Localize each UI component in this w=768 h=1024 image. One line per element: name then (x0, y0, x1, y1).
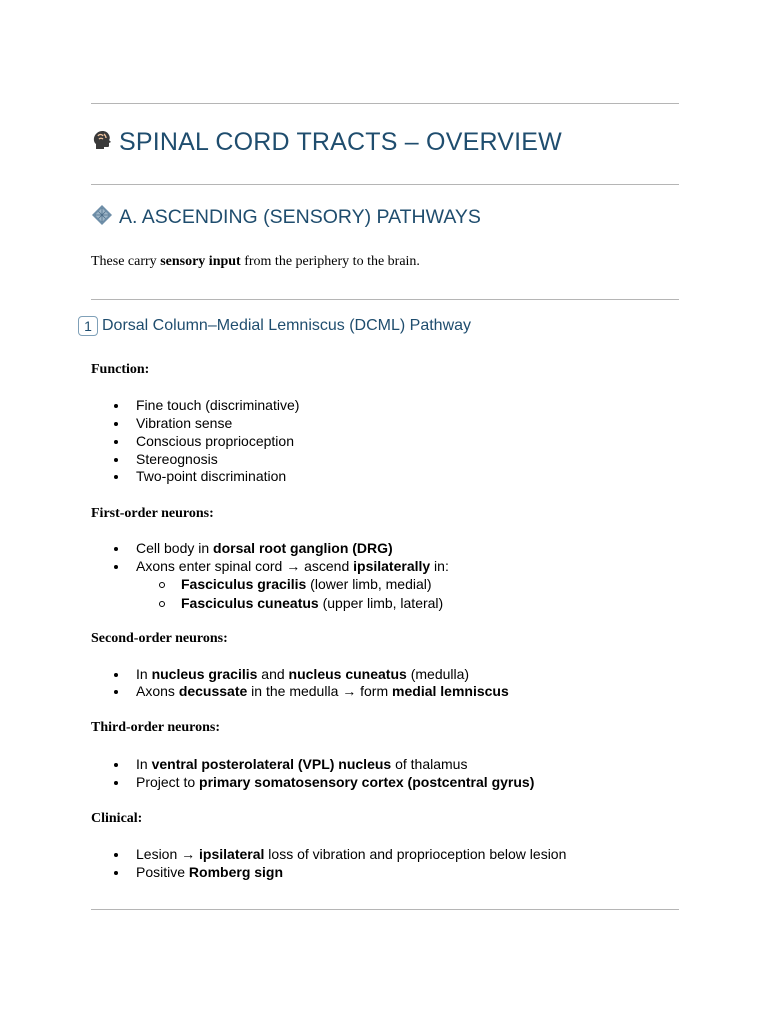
bold-text: primary somatosensory cortex (postcentral gyrus) (199, 774, 535, 790)
text: Lesion → (136, 846, 200, 862)
bottom-rule (91, 909, 679, 910)
third-order-label: Third-order neurons: (91, 720, 220, 735)
bold-text: Fasciculus cuneatus (181, 595, 319, 611)
bold-text: dorsal root ganglion (DRG) (213, 540, 393, 556)
text: Project to (136, 774, 200, 790)
pathway-title: Dorsal Column–Medial Lemniscus (DCML) Pathway (102, 317, 472, 335)
brain-head-icon (91, 129, 113, 158)
bold-text: nucleus gracilis (151, 666, 258, 682)
diamond-icon (91, 204, 113, 232)
pathway-number: 1 (84, 318, 92, 334)
bold-text: ipsilateral (199, 846, 265, 862)
sub-list-item (181, 576, 432, 593)
section-heading-text: A. ASCENDING (SENSORY) PATHWAYS (119, 206, 481, 229)
bold-text: decussate (178, 683, 248, 699)
list-item: Conscious proprioception (136, 433, 294, 449)
text: of thalamus (391, 756, 468, 772)
list-item: Fine touch (discriminative) (136, 397, 300, 413)
intro-text-bold: sensory input (160, 254, 241, 269)
intro-text-post: from the periphery to the brain. (240, 254, 420, 269)
list-item (136, 774, 534, 791)
list-item (136, 666, 469, 683)
bold-text: nucleus cuneatus (288, 666, 407, 682)
list-item (136, 756, 467, 773)
text: in: (430, 558, 449, 574)
list-item (136, 864, 283, 881)
list-item (136, 558, 449, 575)
bold-text: ventral posterolateral (VPL) nucleus (151, 756, 392, 772)
list-item (136, 846, 566, 863)
text: Cell body in (136, 540, 214, 556)
text: (upper limb, lateral) (318, 595, 444, 611)
page-title-text: SPINAL CORD TRACTS – OVERVIEW (119, 128, 562, 156)
list-item: Stereognosis (136, 451, 218, 467)
text: (lower limb, medial) (306, 576, 432, 592)
top-rule (91, 103, 679, 104)
bold-text: Romberg sign (188, 864, 284, 880)
text: loss of vibration and proprioception below lesion (264, 846, 567, 862)
clinical-label: Clinical: (91, 811, 143, 826)
intro-paragraph (91, 254, 420, 270)
text: Axons (136, 683, 179, 699)
second-order-label: Second-order neurons: (91, 631, 228, 646)
keycap-digit-one-icon (78, 316, 98, 336)
text: In (136, 666, 152, 682)
text: In (136, 756, 152, 772)
section-heading (91, 204, 481, 232)
page-title (91, 128, 562, 158)
list-item: Vibration sense (136, 415, 233, 431)
text: and (257, 666, 289, 682)
bold-text: Fasciculus gracilis (181, 576, 307, 592)
bold-text: ipsilaterally (353, 558, 431, 574)
text: (medulla) (406, 666, 470, 682)
section-rule (91, 299, 679, 300)
text: Positive (136, 864, 189, 880)
first-order-label: First-order neurons: (91, 506, 214, 521)
list-item: Two-point discrimination (136, 468, 287, 484)
title-rule (91, 184, 679, 185)
text: Axons enter spinal cord → ascend (136, 558, 354, 574)
intro-text-pre: These carry (91, 254, 161, 269)
list-item (136, 540, 393, 557)
list-item (136, 683, 509, 700)
text: in the medulla → form (247, 683, 393, 699)
function-label: Function: (91, 362, 150, 377)
pathway-heading (78, 316, 471, 336)
bold-text: medial lemniscus (392, 683, 509, 699)
sub-list-item (181, 595, 443, 612)
